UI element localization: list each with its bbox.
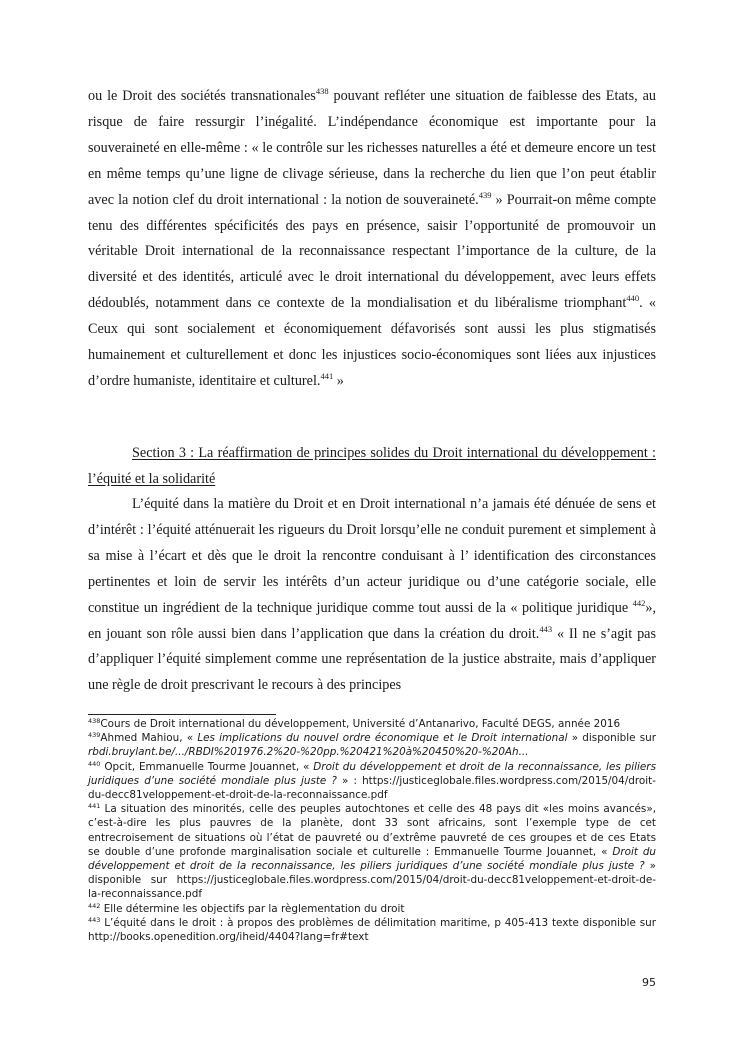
footnote-ref-438[interactable]: 438: [315, 86, 329, 96]
footnote-text: La situation des minorités, celle des peuples autochtones et celle des 48 pays dit «les moins avancés», c’est-à-dire les plus pauvres de la planète, dont 33 sont africains, sont l’exemple type de cet entrecroisement de situations où l’état de pauvreté ou d’extrême pauvreté de ces groupes et de ces Etats se double d’une profonde marginalisation sociale et culturelle : Emmanuelle Tourme Jouannet, «: [88, 803, 656, 858]
footnote-text: L’équité dans le droit : à propos des problèmes de délimitation maritime, p 405-413 texte disponible sur http://books.openedition.org/iheid/4404?lang=fr#text: [88, 916, 656, 944]
footnote-ref-439[interactable]: 439: [478, 189, 492, 200]
footnote-link[interactable]: » : https://justiceglobale.files.wordpress.com/2015/04/droit-du-decc81veloppement-et-droit-de-la-reconnaissance.pdf: [88, 774, 656, 802]
footnote-text: Elle détermine les objectifs par la règlementation du droit: [100, 902, 405, 915]
footnote-438: [88, 717, 656, 731]
footnote-number: 438: [88, 717, 101, 725]
footnote-title: Droit du développement et droit de la reconnaissance, les piliers juridiques d’une société mondiale plus juste ?: [88, 760, 656, 787]
text-run: ou le Droit des sociétés transnationales: [88, 88, 316, 104]
body-paragraph-1: [88, 84, 656, 395]
footnote-title: Droit du développement et droit de la reconnaissance, les piliers juridiques d’une société mondiale plus juste ?: [88, 845, 656, 873]
footnote-439: [88, 731, 656, 759]
footnote-442: [88, 902, 656, 916]
footnote-number: 442: [88, 901, 101, 910]
footnote-separator: [88, 714, 276, 715]
footnote-text: Ahmed Mahiou, «: [100, 732, 198, 745]
footnote-link[interactable]: » disponible sur https://justiceglobale.files.wordpress.com/2015/04/droit-du-decc81veloppement-et-droit-de-la-reconnaissance.pdf: [88, 860, 656, 901]
footnote-440: [88, 760, 656, 803]
footnote-text: Cours de Droit international du développement, Université d’Antanarivo, Faculté DEGS, année 2016: [100, 718, 621, 730]
footnote-ref-440[interactable]: 440: [626, 293, 640, 304]
body-paragraph-2: [88, 492, 656, 699]
footnote-ref-441[interactable]: 441: [320, 370, 334, 381]
footnote-443: [88, 916, 656, 944]
section-heading: [88, 441, 656, 493]
footnote-441: [88, 802, 656, 901]
footnote-ref-443[interactable]: 443: [539, 623, 553, 634]
footnote-text: » disponible sur: [567, 732, 657, 745]
section-heading-text: Section 3 : La réaffirmation de principes solides du Droit international du développement : l’équité et la solidarité: [88, 445, 656, 487]
document-page: [88, 0, 656, 1053]
text-run: . « Ceux qui sont socialement et économiquement défavorisés sont aussi les plus stigmatisés humainement et culturellement et donc les injustices socio-économiques sont liées aux injustices d’ordre humaniste, identitaire et culturel.: [88, 295, 656, 389]
footnote-ref-442[interactable]: 442: [632, 597, 646, 608]
text-run: »: [333, 372, 344, 389]
page-number: 95: [642, 976, 656, 989]
text-run: pouvant refléter une situation de faiblesse des Etats, au risque de faire ressurgir l’inégalité. L’indépendance économique est importante pour la souveraineté en elle-même : « le contrôle sur les richesses naturelles a été et demeure encore un test en même temps qu’une ligne de clivage sérieuse, dans la recherche du lien que l’on peut établir avec la notion clef du droit international : la notion de souveraineté.: [88, 88, 656, 208]
footnote-number: 439: [88, 731, 101, 740]
text-run: » Pourrait-on même compte tenu des différentes spécificités des pays en présence, saisir l’opportunité de promouvoir un véritable Droit international de la reconnaissance respectant l’importance de la culture, de la diversité et des identités, articulé avec le droit international du développement, avec leurs effets dédoublés, notamment dans ce contexte de la mondialisation et du libéralisme triomphant: [88, 191, 657, 312]
footnote-number: 440: [88, 759, 101, 768]
footnote-number: 443: [88, 915, 101, 924]
footnote-number: 441: [88, 802, 101, 811]
footnote-title: Les implications du nouvel ordre économique et le Droit international: [197, 732, 568, 745]
text-run: L’équité dans la matière du Droit et en Droit international n’a jamais été dénuée de sens et d’intérêt : l’équité atténuerait les rigueurs du Droit lorsqu’elle ne conduit purement et simplement à sa mise à l’écart et dès que le droit la rencontre conduisant à l’ identification des circonstances pertinentes et loin de servir les intérêts d’un acteur juridique ou d’une catégorie sociale, elle constitue un ingrédient de la technique juridique comme tout aussi de la « politique juridique: [88, 496, 656, 616]
footnotes-section: [88, 717, 656, 944]
footnote-link[interactable]: rbdi.bruylant.be/.../RBDI%201976.2%20-%20pp.%20421%20à%20450%20-%20Ah...: [88, 746, 529, 759]
footnote-text: Opcit, Emmanuelle Tourme Jouannet, «: [100, 760, 314, 773]
text-run: « Il ne s’agit pas d’appliquer l’équité simplement comme une représentation de la justice abstraite, mais d’appliquer une règle de droit prescrivant le recours à des principes: [88, 625, 656, 694]
text-run: », en jouant son rôle aussi bien dans l’application que dans la création du droit.: [88, 599, 656, 642]
